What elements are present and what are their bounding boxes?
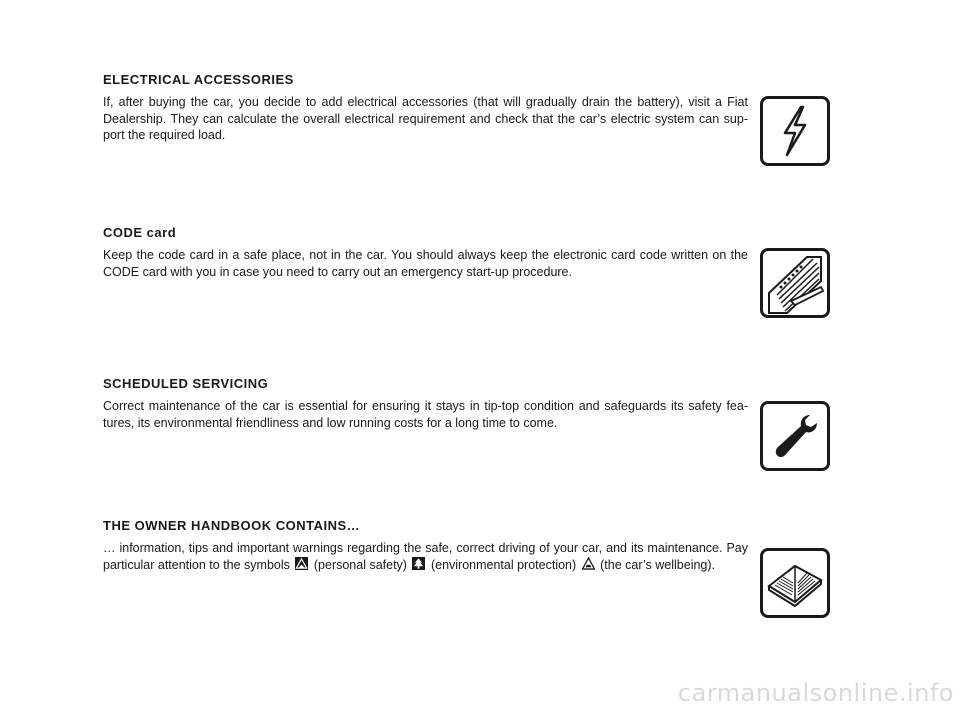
section-text-part: (personal safety) xyxy=(313,557,407,572)
section-text: Keep the code card in a safe place, not in the car. You should always keep the electronic card code written on the CODE card with you in case you need to carry out an emergency start-up procedure. xyxy=(103,248,748,279)
watermark: carmanualsonline.info xyxy=(677,679,954,707)
section-scheduled-servicing xyxy=(103,376,748,431)
section-heading: SCHEDULED SERVICING xyxy=(103,376,269,391)
section-electrical-accessories xyxy=(103,72,748,144)
open-book-icon xyxy=(760,548,830,618)
section-heading: ELECTRICAL ACCESSORIES xyxy=(103,72,294,87)
lightning-icon xyxy=(760,96,830,166)
wrench-icon xyxy=(760,401,830,471)
section-text xyxy=(103,540,748,573)
section-text: Correct maintenance of the car is essential for ensuring it stays in tip-top condition and safeguards its safety fea-tures, its environmental friendliness and low running costs for a long time to come. xyxy=(103,399,748,430)
environment-icon xyxy=(412,557,425,570)
notepad-pencil-icon xyxy=(760,248,830,318)
section-code-card xyxy=(103,225,748,280)
personal-safety-icon xyxy=(295,557,308,570)
car-wellbeing-icon xyxy=(582,557,595,570)
section-text-part: (the car’s wellbeing). xyxy=(600,557,716,572)
section-heading: THE OWNER HANDBOOK CONTAINS… xyxy=(103,518,361,533)
section-text-part: (environmental protection) xyxy=(430,557,577,572)
section-heading: CODE card xyxy=(103,225,177,240)
section-owner-handbook xyxy=(103,518,748,573)
section-text-part: … information, tips and important warnings regarding the safe, correct driving of your car, and its maintenance. Pay particular attention to the symbols xyxy=(103,541,748,572)
section-text: If, after buying the car, you decide to add electrical accessories (that will gradually drain the battery), visit a Fiat Dealership. They can calculate the overall electrical requirement and check that the car’s electric system can sup-port the required load. xyxy=(103,95,748,142)
